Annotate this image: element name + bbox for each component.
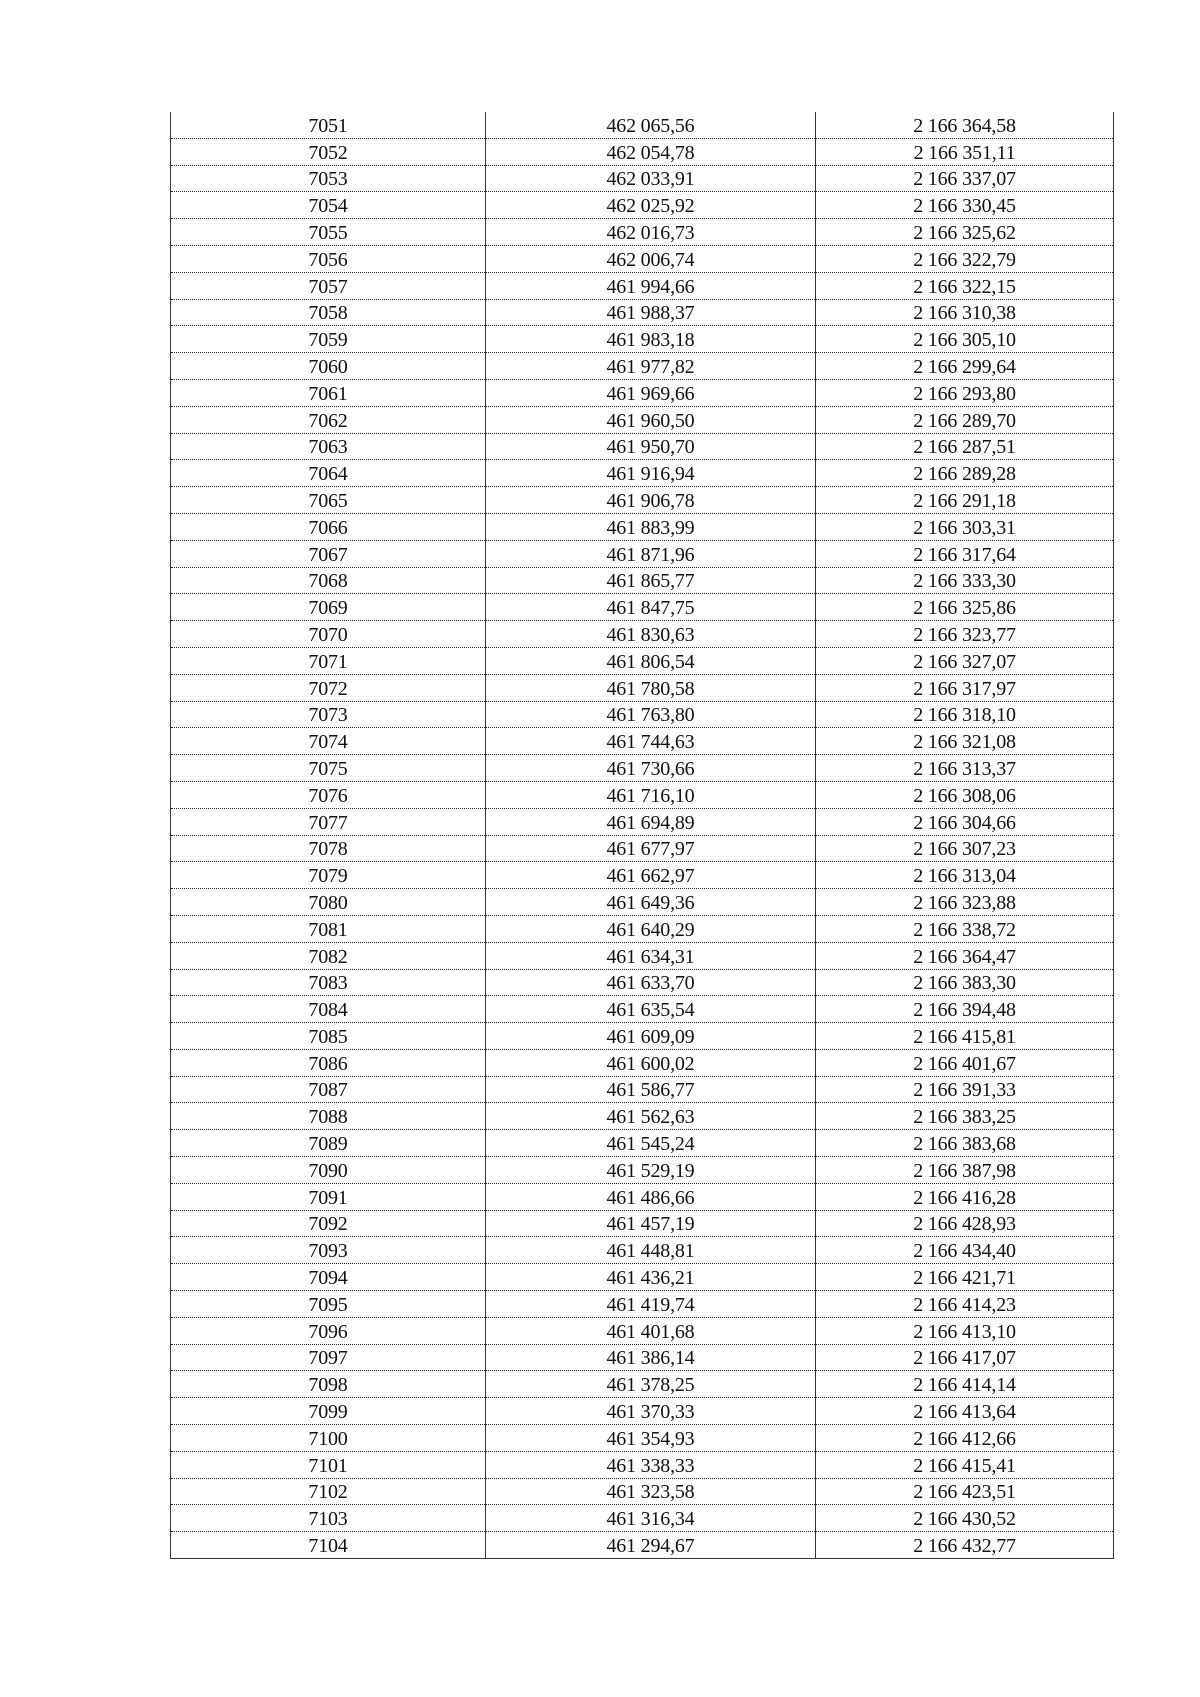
point-number-cell: 7065 <box>171 487 486 514</box>
x-coordinate-cell: 462 033,91 <box>486 165 816 192</box>
y-coordinate-cell: 2 166 383,68 <box>816 1130 1114 1157</box>
point-number-cell: 7103 <box>171 1505 486 1532</box>
table-row <box>171 1344 1114 1371</box>
x-coordinate-cell: 461 486,66 <box>486 1183 816 1210</box>
point-number-cell: 7089 <box>171 1130 486 1157</box>
x-coordinate-cell: 461 763,80 <box>486 701 816 728</box>
table-row <box>171 647 1114 674</box>
point-number-cell: 7074 <box>171 728 486 755</box>
x-coordinate-cell: 461 744,63 <box>486 728 816 755</box>
x-coordinate-cell: 461 960,50 <box>486 406 816 433</box>
x-coordinate-cell: 461 969,66 <box>486 379 816 406</box>
point-number-cell: 7053 <box>171 165 486 192</box>
table-row <box>171 1451 1114 1478</box>
x-coordinate-cell: 461 977,82 <box>486 353 816 380</box>
point-number-cell: 7059 <box>171 326 486 353</box>
point-number-cell: 7060 <box>171 353 486 380</box>
table-row <box>171 915 1114 942</box>
table-row <box>171 755 1114 782</box>
table-row <box>171 326 1114 353</box>
x-coordinate-cell: 461 323,58 <box>486 1478 816 1505</box>
y-coordinate-cell: 2 166 289,28 <box>816 460 1114 487</box>
y-coordinate-cell: 2 166 432,77 <box>816 1532 1114 1559</box>
table-row <box>171 567 1114 594</box>
x-coordinate-cell: 461 662,97 <box>486 862 816 889</box>
x-coordinate-cell: 461 586,77 <box>486 1076 816 1103</box>
x-coordinate-cell: 461 906,78 <box>486 487 816 514</box>
point-number-cell: 7100 <box>171 1425 486 1452</box>
y-coordinate-cell: 2 166 413,10 <box>816 1317 1114 1344</box>
y-coordinate-cell: 2 166 308,06 <box>816 781 1114 808</box>
point-number-cell: 7080 <box>171 889 486 916</box>
point-number-cell: 7057 <box>171 272 486 299</box>
table-row <box>171 353 1114 380</box>
point-number-cell: 7083 <box>171 969 486 996</box>
point-number-cell: 7104 <box>171 1532 486 1559</box>
table-row <box>171 1398 1114 1425</box>
y-coordinate-cell: 2 166 417,07 <box>816 1344 1114 1371</box>
x-coordinate-cell: 461 694,89 <box>486 808 816 835</box>
x-coordinate-cell: 461 634,31 <box>486 942 816 969</box>
x-coordinate-cell: 461 316,34 <box>486 1505 816 1532</box>
table-row <box>171 245 1114 272</box>
y-coordinate-cell: 2 166 321,08 <box>816 728 1114 755</box>
point-number-cell: 7062 <box>171 406 486 433</box>
table-row <box>171 1157 1114 1184</box>
table-row <box>171 942 1114 969</box>
x-coordinate-cell: 461 294,67 <box>486 1532 816 1559</box>
point-number-cell: 7097 <box>171 1344 486 1371</box>
table-row <box>171 1291 1114 1318</box>
table-row <box>171 728 1114 755</box>
table-row <box>171 299 1114 326</box>
point-number-cell: 7086 <box>171 1049 486 1076</box>
x-coordinate-cell: 461 871,96 <box>486 540 816 567</box>
point-number-cell: 7093 <box>171 1237 486 1264</box>
y-coordinate-cell: 2 166 323,77 <box>816 621 1114 648</box>
point-number-cell: 7088 <box>171 1103 486 1130</box>
point-number-cell: 7087 <box>171 1076 486 1103</box>
x-coordinate-cell: 461 338,33 <box>486 1451 816 1478</box>
point-number-cell: 7081 <box>171 915 486 942</box>
point-number-cell: 7075 <box>171 755 486 782</box>
y-coordinate-cell: 2 166 414,23 <box>816 1291 1114 1318</box>
x-coordinate-cell: 461 677,97 <box>486 835 816 862</box>
y-coordinate-cell: 2 166 394,48 <box>816 996 1114 1023</box>
table-row <box>171 219 1114 246</box>
point-number-cell: 7079 <box>171 862 486 889</box>
table-row <box>171 594 1114 621</box>
y-coordinate-cell: 2 166 423,51 <box>816 1478 1114 1505</box>
y-coordinate-cell: 2 166 303,31 <box>816 513 1114 540</box>
y-coordinate-cell: 2 166 391,33 <box>816 1076 1114 1103</box>
table-row <box>171 1237 1114 1264</box>
table-row <box>171 862 1114 889</box>
y-coordinate-cell: 2 166 325,62 <box>816 219 1114 246</box>
point-number-cell: 7076 <box>171 781 486 808</box>
table-row <box>171 406 1114 433</box>
x-coordinate-cell: 461 865,77 <box>486 567 816 594</box>
point-number-cell: 7095 <box>171 1291 486 1318</box>
y-coordinate-cell: 2 166 291,18 <box>816 487 1114 514</box>
x-coordinate-cell: 461 354,93 <box>486 1425 816 1452</box>
point-number-cell: 7072 <box>171 674 486 701</box>
table-row <box>171 1023 1114 1050</box>
point-number-cell: 7096 <box>171 1317 486 1344</box>
y-coordinate-cell: 2 166 421,71 <box>816 1264 1114 1291</box>
y-coordinate-cell: 2 166 338,72 <box>816 915 1114 942</box>
point-number-cell: 7052 <box>171 138 486 165</box>
x-coordinate-cell: 461 883,99 <box>486 513 816 540</box>
point-number-cell: 7102 <box>171 1478 486 1505</box>
point-number-cell: 7090 <box>171 1157 486 1184</box>
y-coordinate-cell: 2 166 323,88 <box>816 889 1114 916</box>
y-coordinate-cell: 2 166 322,15 <box>816 272 1114 299</box>
x-coordinate-cell: 461 994,66 <box>486 272 816 299</box>
table-row <box>171 1264 1114 1291</box>
x-coordinate-cell: 461 600,02 <box>486 1049 816 1076</box>
table-row <box>171 1478 1114 1505</box>
y-coordinate-cell: 2 166 383,30 <box>816 969 1114 996</box>
x-coordinate-cell: 461 716,10 <box>486 781 816 808</box>
point-number-cell: 7058 <box>171 299 486 326</box>
y-coordinate-cell: 2 166 415,81 <box>816 1023 1114 1050</box>
table-row <box>171 1317 1114 1344</box>
x-coordinate-cell: 461 640,29 <box>486 915 816 942</box>
x-coordinate-cell: 461 401,68 <box>486 1317 816 1344</box>
y-coordinate-cell: 2 166 287,51 <box>816 433 1114 460</box>
x-coordinate-cell: 461 806,54 <box>486 647 816 674</box>
point-number-cell: 7064 <box>171 460 486 487</box>
y-coordinate-cell: 2 166 325,86 <box>816 594 1114 621</box>
point-number-cell: 7085 <box>171 1023 486 1050</box>
x-coordinate-cell: 461 448,81 <box>486 1237 816 1264</box>
y-coordinate-cell: 2 166 351,11 <box>816 138 1114 165</box>
table-row <box>171 112 1114 138</box>
point-number-cell: 7068 <box>171 567 486 594</box>
x-coordinate-cell: 461 988,37 <box>486 299 816 326</box>
table-row <box>171 192 1114 219</box>
y-coordinate-cell: 2 166 322,79 <box>816 245 1114 272</box>
point-number-cell: 7092 <box>171 1210 486 1237</box>
table-row <box>171 379 1114 406</box>
y-coordinate-cell: 2 166 293,80 <box>816 379 1114 406</box>
x-coordinate-cell: 461 916,94 <box>486 460 816 487</box>
y-coordinate-cell: 2 166 310,38 <box>816 299 1114 326</box>
y-coordinate-cell: 2 166 413,64 <box>816 1398 1114 1425</box>
x-coordinate-cell: 462 054,78 <box>486 138 816 165</box>
table-row <box>171 513 1114 540</box>
x-coordinate-cell: 461 649,36 <box>486 889 816 916</box>
y-coordinate-cell: 2 166 364,58 <box>816 112 1114 138</box>
x-coordinate-cell: 461 847,75 <box>486 594 816 621</box>
x-coordinate-cell: 462 025,92 <box>486 192 816 219</box>
x-coordinate-cell: 461 830,63 <box>486 621 816 648</box>
x-coordinate-cell: 461 633,70 <box>486 969 816 996</box>
x-coordinate-cell: 461 457,19 <box>486 1210 816 1237</box>
y-coordinate-cell: 2 166 318,10 <box>816 701 1114 728</box>
table-row <box>171 701 1114 728</box>
y-coordinate-cell: 2 166 330,45 <box>816 192 1114 219</box>
point-number-cell: 7054 <box>171 192 486 219</box>
point-number-cell: 7070 <box>171 621 486 648</box>
point-number-cell: 7063 <box>171 433 486 460</box>
point-number-cell: 7066 <box>171 513 486 540</box>
table-row <box>171 674 1114 701</box>
table-row <box>171 487 1114 514</box>
y-coordinate-cell: 2 166 313,37 <box>816 755 1114 782</box>
x-coordinate-cell: 462 016,73 <box>486 219 816 246</box>
y-coordinate-cell: 2 166 401,67 <box>816 1049 1114 1076</box>
point-number-cell: 7067 <box>171 540 486 567</box>
y-coordinate-cell: 2 166 387,98 <box>816 1157 1114 1184</box>
y-coordinate-cell: 2 166 289,70 <box>816 406 1114 433</box>
table-row <box>171 1130 1114 1157</box>
table-row <box>171 621 1114 648</box>
point-number-cell: 7071 <box>171 647 486 674</box>
coordinates-table-body <box>171 112 1114 1559</box>
table-row <box>171 969 1114 996</box>
y-coordinate-cell: 2 166 313,04 <box>816 862 1114 889</box>
point-number-cell: 7051 <box>171 112 486 138</box>
point-number-cell: 7077 <box>171 808 486 835</box>
point-number-cell: 7099 <box>171 1398 486 1425</box>
table-row <box>171 1425 1114 1452</box>
y-coordinate-cell: 2 166 304,66 <box>816 808 1114 835</box>
table-row <box>171 808 1114 835</box>
x-coordinate-cell: 461 635,54 <box>486 996 816 1023</box>
y-coordinate-cell: 2 166 307,23 <box>816 835 1114 862</box>
x-coordinate-cell: 461 436,21 <box>486 1264 816 1291</box>
y-coordinate-cell: 2 166 430,52 <box>816 1505 1114 1532</box>
point-number-cell: 7061 <box>171 379 486 406</box>
x-coordinate-cell: 461 370,33 <box>486 1398 816 1425</box>
x-coordinate-cell: 461 529,19 <box>486 1157 816 1184</box>
table-row <box>171 889 1114 916</box>
table-row <box>171 138 1114 165</box>
table-row <box>171 1049 1114 1076</box>
y-coordinate-cell: 2 166 383,25 <box>816 1103 1114 1130</box>
table-row <box>171 540 1114 567</box>
table-row <box>171 1371 1114 1398</box>
table-row <box>171 272 1114 299</box>
point-number-cell: 7082 <box>171 942 486 969</box>
point-number-cell: 7078 <box>171 835 486 862</box>
y-coordinate-cell: 2 166 415,41 <box>816 1451 1114 1478</box>
table-row <box>171 1210 1114 1237</box>
table-row <box>171 1183 1114 1210</box>
point-number-cell: 7073 <box>171 701 486 728</box>
x-coordinate-cell: 462 065,56 <box>486 112 816 138</box>
y-coordinate-cell: 2 166 299,64 <box>816 353 1114 380</box>
y-coordinate-cell: 2 166 416,28 <box>816 1183 1114 1210</box>
table-row <box>171 996 1114 1023</box>
table-row <box>171 1532 1114 1559</box>
point-number-cell: 7098 <box>171 1371 486 1398</box>
table-row <box>171 433 1114 460</box>
point-number-cell: 7055 <box>171 219 486 246</box>
y-coordinate-cell: 2 166 414,14 <box>816 1371 1114 1398</box>
x-coordinate-cell: 461 780,58 <box>486 674 816 701</box>
x-coordinate-cell: 461 950,70 <box>486 433 816 460</box>
table-row <box>171 781 1114 808</box>
table-row <box>171 1505 1114 1532</box>
point-number-cell: 7101 <box>171 1451 486 1478</box>
x-coordinate-cell: 461 609,09 <box>486 1023 816 1050</box>
table-row <box>171 1103 1114 1130</box>
table-row <box>171 1076 1114 1103</box>
y-coordinate-cell: 2 166 317,97 <box>816 674 1114 701</box>
table-row <box>171 835 1114 862</box>
point-number-cell: 7056 <box>171 245 486 272</box>
y-coordinate-cell: 2 166 327,07 <box>816 647 1114 674</box>
x-coordinate-cell: 461 386,14 <box>486 1344 816 1371</box>
point-number-cell: 7069 <box>171 594 486 621</box>
point-number-cell: 7084 <box>171 996 486 1023</box>
x-coordinate-cell: 461 545,24 <box>486 1130 816 1157</box>
y-coordinate-cell: 2 166 412,66 <box>816 1425 1114 1452</box>
x-coordinate-cell: 462 006,74 <box>486 245 816 272</box>
x-coordinate-cell: 461 730,66 <box>486 755 816 782</box>
x-coordinate-cell: 461 983,18 <box>486 326 816 353</box>
table-row <box>171 460 1114 487</box>
y-coordinate-cell: 2 166 337,07 <box>816 165 1114 192</box>
point-number-cell: 7094 <box>171 1264 486 1291</box>
y-coordinate-cell: 2 166 364,47 <box>816 942 1114 969</box>
y-coordinate-cell: 2 166 333,30 <box>816 567 1114 594</box>
x-coordinate-cell: 461 562,63 <box>486 1103 816 1130</box>
coordinates-table <box>170 112 1114 1559</box>
point-number-cell: 7091 <box>171 1183 486 1210</box>
x-coordinate-cell: 461 378,25 <box>486 1371 816 1398</box>
y-coordinate-cell: 2 166 428,93 <box>816 1210 1114 1237</box>
x-coordinate-cell: 461 419,74 <box>486 1291 816 1318</box>
y-coordinate-cell: 2 166 317,64 <box>816 540 1114 567</box>
y-coordinate-cell: 2 166 434,40 <box>816 1237 1114 1264</box>
y-coordinate-cell: 2 166 305,10 <box>816 326 1114 353</box>
table-row <box>171 165 1114 192</box>
